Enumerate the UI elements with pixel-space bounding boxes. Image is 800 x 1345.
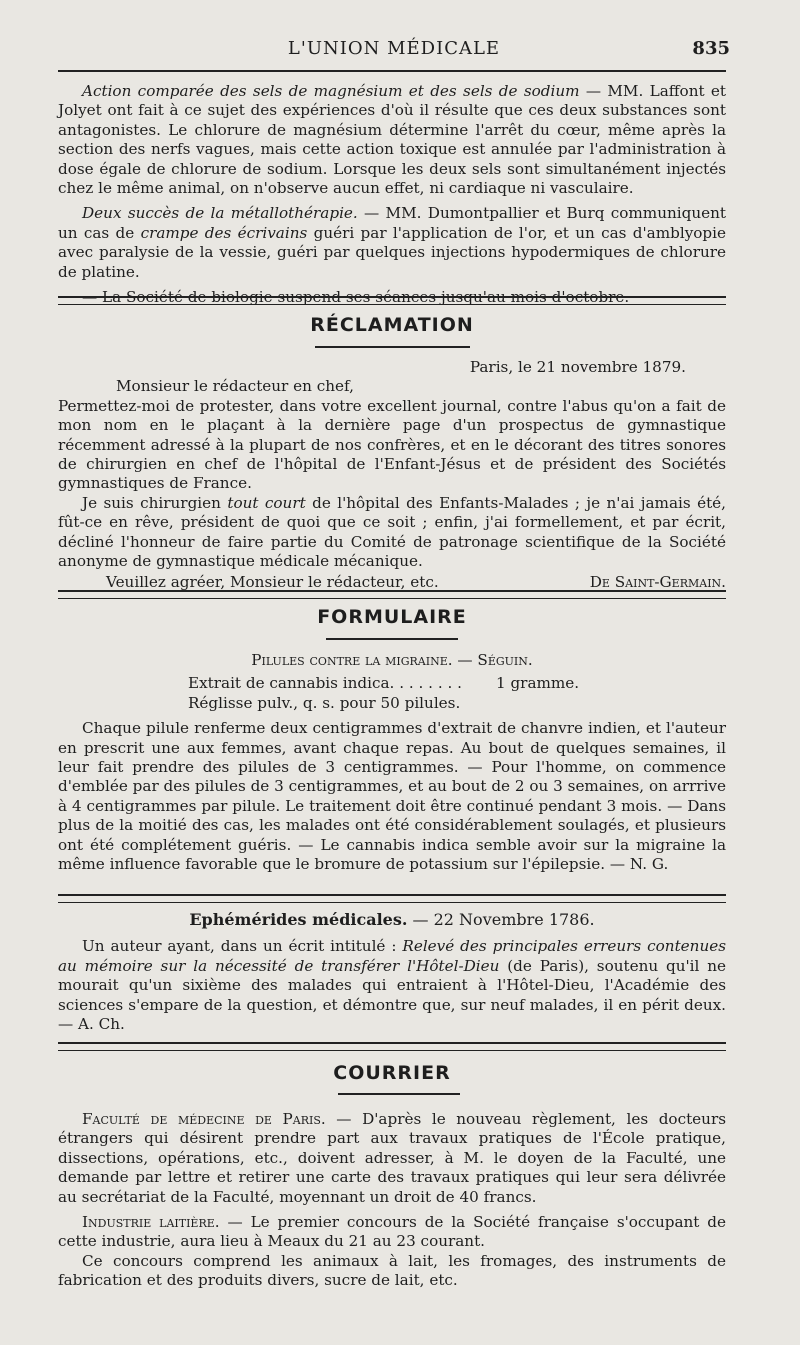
recipe-paragraph: Chaque pilule renferme deux centigrammes d'extrait de chanvre indien, et l'auteur en prescrit une aux femmes, avant chaque repas. Au bout de quelques semaines, il leur fait prendre des pilules de 3 centigrammes. — Pour l'homme, on commence d'emblée par des pilules de 3 centigrammes, et au bout de 2 ou 3 semaines, on arrrive à 4 centigrammes par pilule. Le traitement doit être continué pendant 3 mois. — Dans plus de la moitié des cas, les malades ont été considérablement soulagés, et plusieurs ont été complétement guéris. — Le cannabis indica semble avoir sur la migraine la même influence favorable que le bromure de potassium sur l'épilepsie. — N. G.	[58, 719, 726, 874]
formulaire-body	[58, 651, 726, 874]
ephemerides-heading: Ephémérides médicales. — 22 Novembre 1786.	[189, 910, 595, 929]
running-title: L'UNION MÉDICALE	[287, 38, 501, 59]
reclamation-letter	[58, 358, 726, 593]
header-rule	[58, 70, 726, 72]
heading-underline	[315, 346, 470, 348]
courrier-heading: COURRIER	[333, 1062, 451, 1084]
paragraph-magnesium: Action comparée des sels de magnésium et des sels de sodium — MM. Laffont et Jolyet ont fait à ce sujet des expériences d'où il résulte que ces deux substances sont antagonistes. Le chlorure de magnésium détermine l'arrêt du cœur, même après la section des nerfs vagues, mais cette action toxique est annulée par l'administration à dose égale de chlorure de sodium. Lorsque les deux sels sont simultanément injectés chez le même animal, on n'observe aucun effet, ni cardiaque ni vasculaire.	[58, 82, 726, 198]
paragraph-suspension: — La Société de biologie suspend ses séances jusqu'au mois d'octobre.	[82, 288, 630, 307]
section-divider	[58, 296, 726, 305]
courrier-faculte: Faculté de médecine de Paris. — D'après le nouveau règlement, les docteurs étrangers qui désirent prendre part aux travaux pratiques de l'École pratique, dissections, opérations, etc., doivent adresser, à M. le doyen de la Faculté, une demande par lettre et retirer une carte des travaux pratiques qui leur sera délivrée au secrétariat de la Faculté, moyennant un droit de 40 francs.	[58, 1110, 726, 1206]
letter-closing: Veuillez agréer, Monsieur le rédacteur, etc. De Saint-Germain.	[106, 573, 726, 592]
recipe-ingredient-1: Extrait de cannabis indica. . . . . . . . 1 gramme.	[188, 674, 580, 693]
section-divider	[58, 894, 726, 903]
recipe-title: Pilules contre la migraine. — Séguin.	[251, 651, 533, 669]
ephemerides-paragraph: Un auteur ayant, dans un écrit intitulé : Relevé des principales erreurs contenues au mémoire sur la nécessité de transférer l'Hôtel-Dieu (de Paris), soutenu qu'il ne mourait qu'un sixième des malades qui entraient à l'Hôtel-Dieu, l'Académie des sciences s'empare de la question, et démontre que, sur neuf malades, il en périt deux. — A. Ch.	[58, 937, 727, 1034]
italic-title: Action comparée des sels de magnésium et des sels de sodium	[82, 82, 580, 100]
ephemerides-section	[58, 910, 726, 1034]
letter-salutation: Monsieur le rédacteur en chef,	[116, 377, 354, 396]
biology-society-notes	[58, 82, 726, 307]
letter-paragraph-2: Je suis chirurgien tout court de l'hôpital des Enfants-Malades ; je n'ai jamais été, fût-ce en rêve, président de quoi que ce soit ; enfin, j'ai formellement, et par écrit, décliné l'honneur de faire partie du Comité de patronage scientifique de la Société anonyme de gymnastique médicale mécanique.	[58, 493, 726, 571]
page-number: 835	[692, 38, 730, 59]
letter-signature: De Saint-Germain.	[589, 573, 726, 592]
courrier-concours: Ce concours comprend les animaux à lait, les fromages, des instruments de fabrication et des produits divers, sucre de lait, etc.	[58, 1251, 726, 1290]
courrier-body	[58, 1110, 726, 1291]
letter-date: Paris, le 21 novembre 1879.	[469, 358, 686, 376]
courrier-industrie: Industrie laitière. — Le premier concours de la Société française s'occupant de cette industrie, aura lieu à Meaux du 21 au 23 courant.	[58, 1213, 726, 1251]
heading-underline	[338, 1093, 460, 1095]
letter-paragraph-1: Permettez-moi de protester, dans votre excellent journal, contre l'abus qu'on a fait de mon nom en le plaçant à la dernière page d'un prospectus de gymnastique récemment adressé à la plupart de nos confrères, et en le décorant des titres sonores de chirurgien en chef de l'hôpital de l'Enfant-Jésus et de président des Sociétés gymnastiques de France.	[58, 396, 726, 493]
formulaire-heading: FORMULAIRE	[317, 606, 467, 628]
page-header	[58, 34, 730, 64]
section-divider	[58, 1042, 726, 1051]
reclamation-heading: RÉCLAMATION	[310, 314, 474, 336]
italic-title: Deux succès de la métallothérapie.	[82, 204, 358, 223]
recipe-ingredient-2: Réglisse pulv., q. s. pour 50 pilules.	[188, 693, 461, 712]
section-divider	[58, 590, 726, 599]
paragraph-metallotherapie: Deux succès de la métallothérapie. — MM. Dumontpallier et Burq communiquent un cas de crampe des écrivains guéri par l'application de l'or, et un cas d'amblyopie avec paralysie de la vessie, guéri par quelques injections hypodermiques de chlorure de platine.	[58, 204, 726, 281]
heading-underline	[326, 638, 458, 640]
